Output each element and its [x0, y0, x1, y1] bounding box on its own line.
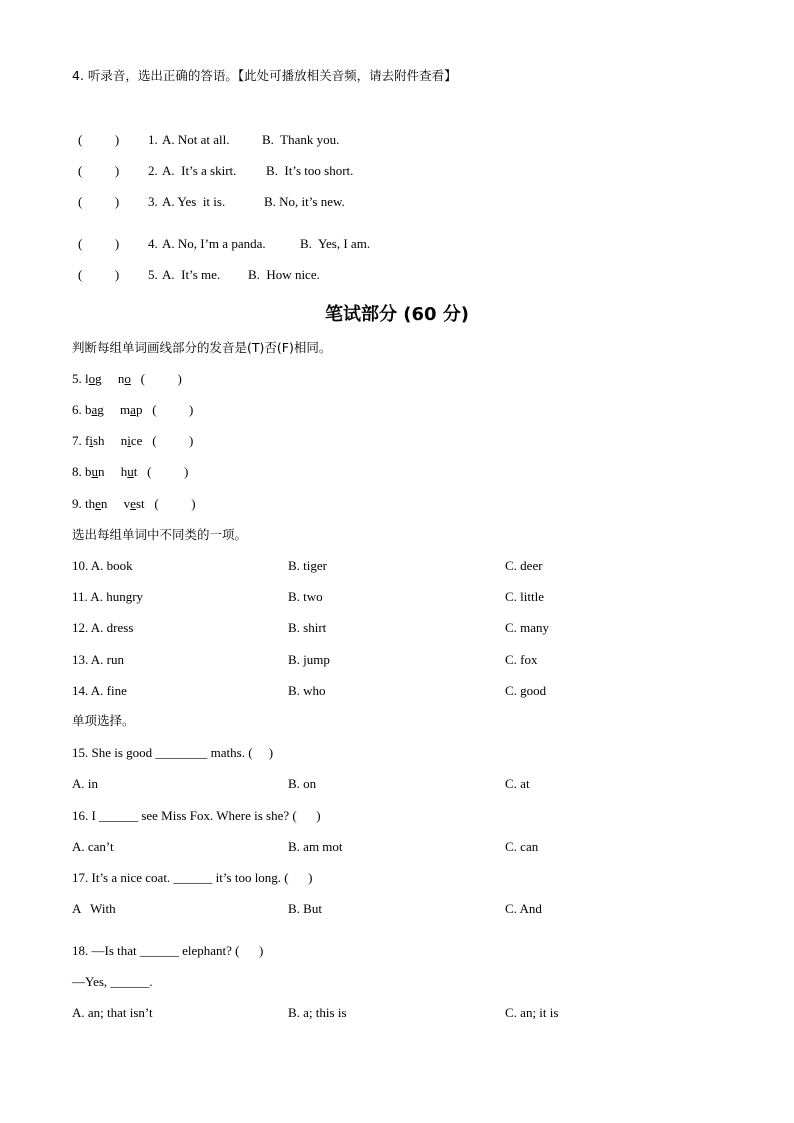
phonics-item — [72, 402, 193, 418]
option-c: C. deer — [505, 558, 543, 573]
option-a: A. Not at all. — [162, 132, 230, 147]
answer-paren[interactable]: ( ) — [78, 267, 120, 282]
item-number: 8. — [72, 464, 82, 479]
option-a: 11. A. hungry — [72, 589, 144, 604]
option-a: A. an; that isn’t — [72, 1005, 153, 1020]
item-number: 5. — [148, 267, 158, 282]
answer-paren[interactable]: ( ) — [78, 163, 120, 178]
phonics-item — [72, 496, 196, 512]
option-a: 14. A. fine — [72, 683, 127, 698]
option-a: A With — [72, 901, 116, 916]
option-c: C. can — [505, 839, 539, 854]
option-b: B. two — [288, 589, 323, 604]
word-1: bun — [85, 464, 105, 479]
option-b: B. tiger — [288, 558, 327, 573]
answer-paren[interactable]: ( ) — [140, 371, 182, 386]
listening-instruction: 4. 听录音，选出正确的答语。【此处可播放相关音频，请去附件查看】 — [72, 68, 457, 83]
word-2: hut — [120, 464, 138, 479]
option-b: B. Thank you. — [262, 132, 340, 147]
phonics-instruction: 判断每组单词画线部分的发音是(T)否(F)相同。 — [72, 340, 332, 355]
item-number: 3. — [148, 194, 158, 209]
option-a: A. It’s me. — [162, 267, 221, 282]
phonics-item — [72, 464, 188, 480]
question-stem: 17. It’s a nice coat. ______ it’s too long. ( ) — [72, 870, 313, 885]
phonics-item — [72, 371, 182, 387]
word-2: vest — [123, 496, 145, 511]
option-b: B. on — [288, 776, 317, 791]
option-a: 13. A. run — [72, 652, 124, 667]
option-c: C. many — [505, 620, 550, 635]
option-b: B. No, it’s new. — [264, 194, 345, 209]
word-1: bag — [85, 402, 104, 417]
option-b: B. am mot — [288, 839, 343, 854]
word-1: log — [85, 371, 102, 386]
item-number: 7. — [72, 433, 82, 448]
option-c: C. And — [505, 901, 542, 916]
item-number: 4. — [148, 236, 158, 251]
answer-paren[interactable]: ( ) — [78, 132, 120, 147]
option-b: B. How nice. — [248, 267, 320, 282]
word-1: fish — [85, 433, 105, 448]
option-b: B. jump — [288, 652, 330, 667]
answer-paren[interactable]: ( ) — [147, 464, 189, 479]
answer-paren[interactable]: ( ) — [78, 236, 120, 251]
option-a: 10. A. book — [72, 558, 133, 573]
question-reply: —Yes, ______. — [72, 974, 153, 989]
answer-paren[interactable]: ( ) — [152, 402, 194, 417]
answer-paren[interactable]: ( ) — [78, 194, 120, 209]
item-number: 9. — [72, 496, 82, 511]
item-number: 1. — [148, 132, 158, 147]
option-c: C. good — [505, 683, 547, 698]
word-2: no — [117, 371, 131, 386]
option-c: C. an; it is — [505, 1005, 559, 1020]
item-number: 6. — [72, 402, 82, 417]
option-c: C. fox — [505, 652, 538, 667]
option-a: A. can’t — [72, 839, 114, 854]
option-a: A. No, I’m a panda. — [162, 236, 266, 251]
option-b: B. Yes, I am. — [300, 236, 371, 251]
item-number: 2. — [148, 163, 158, 178]
option-b: B. a; this is — [288, 1005, 347, 1020]
item-number: 5. — [72, 371, 82, 386]
answer-paren[interactable]: ( ) — [152, 433, 194, 448]
question-stem: 16. I ______ see Miss Fox. Where is she? ( ) — [72, 808, 321, 823]
option-a: A. in — [72, 776, 98, 791]
option-c: C. at — [505, 776, 530, 791]
option-b: B. shirt — [288, 620, 327, 635]
multiple-choice-instruction: 单项选择。 — [72, 713, 135, 728]
option-b: B. It’s too short. — [266, 163, 354, 178]
option-b: B. who — [288, 683, 326, 698]
option-b: B. But — [288, 901, 322, 916]
phonics-item — [72, 433, 193, 449]
question-stem: 18. —Is that ______ elephant? ( ) — [72, 943, 264, 958]
word-2: map — [120, 402, 143, 417]
option-c: C. little — [505, 589, 544, 604]
question-stem: 15. She is good ________ maths. ( ) — [72, 745, 274, 760]
option-a: A. Yes it is. — [162, 194, 226, 209]
option-a: A. It’s a skirt. — [162, 163, 237, 178]
word-1: then — [85, 496, 108, 511]
word-2: nice — [120, 433, 143, 448]
section-heading: 笔试部分 (60 分) — [324, 304, 470, 325]
odd-one-out-instruction: 选出每组单词中不同类的一项。 — [72, 527, 248, 542]
option-a: 12. A. dress — [72, 620, 134, 635]
answer-paren[interactable]: ( ) — [154, 496, 196, 511]
